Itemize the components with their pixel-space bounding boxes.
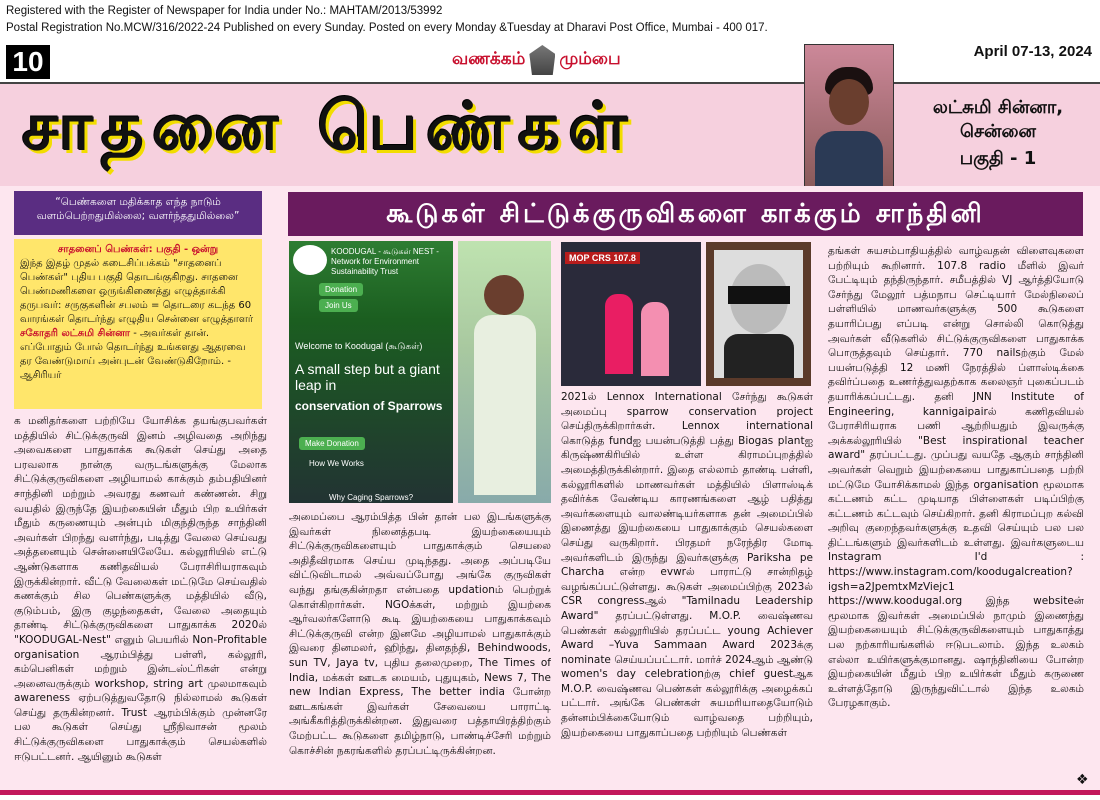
part-label: பகுதி - 1: [959, 148, 1037, 169]
website-screenshot: [289, 241, 453, 503]
portrait-body: [724, 334, 794, 378]
studio-person-2: [641, 302, 669, 376]
column-3-text: 2021ல் Lennox International சேர்ந்து கூடுகள் அமைப்பு sparrow conservation project செய்திருக்கிறார்கள். Lennox international கொடுத்த fundஐ பயன்படுத்தி பத்து Biogas plantஐ கிருஷ்ணகிரியில் உள்ள கிராமப்புறத்தில் அமைத்திருக்கின்றார். இதை எல்லாம் தாண்டி பள்ளி, கல்லூரிகளில் மாணவர்கள் மத்தியில் பிளாஸ்டிக் தவிர்க்க வேண்டிய காரணங்களை ஆழ் பதித்து அவர்களையும் வாலண்டியர்களாக தன் அமைப்பில் இணைத்து இயற்கையை பாதுகாக்கும் செயல்களை செய்து வருகிறார். பிரதமர் நரேந்திர மோடி அவர்களிடம் இருந்து இவர்களுக்கு Pariksha pe Charcha என்ற evwrல் பாராட்டு சான்றிதழ் வழங்கப்பட்டுள்ளது. கூடுகள் அமைப்பிற்கு 2023ல் CSR congressஆல் "Tamilnadu Leadership Award" தரப்பட்டுள்ளது. M.O.P. வைஷ்ணவ பெண்கள் கல்லூரியில் தரப்பட்ட young Achiever Award –Yuva Sammaan Award 2023க்கு nominate செய்யப்பட்டார். மார்ச் 2024ஆம் ஆண்டு women's day celebrationற்கு chief guestஆக M.O.P. வைஷ்ணவ பெண்கள் கல்லூரிக்கு அழைக்கப் பட்டார். அங்கே பெண்கள் சுயமரியாதையோடும் தன்னம்பிக்கையோடும் வாழ்வதை பற்றியும், இயற்கையை பாதுகாப்பதை பற்றியும் பெண்கள்: [561, 391, 813, 739]
website-conservation: conservation of Sparrows: [295, 399, 443, 413]
website-welcome: Welcome to Koodugal (கூடுகள்): [295, 341, 423, 351]
author-photo: [804, 44, 894, 188]
column-2-text: அமைப்பை ஆரம்பித்த பின் தான் பல இடங்களுக்கு இவர்கள் நினைத்தபடி இயற்கையையும் சிட்டுக்குருவிகளையும் பாதுகாக்கும் செயலை அதிதீவிரமாக செய்ய முடிந்தது. அதை அப்படியே விட்டுவிடாமல் அவ்வப்போது அங்கே குருவிகள் வந்து தங்குகின்றதா என்பதை updationம் பெற்றுக் கொள்கிறார்கள். NGOக்கள், மற்றும் இயற்கை ஆர்வலர்களோடு கூடி இயற்கையை பாதுகாக்கவும் சிட்டுக்குருவி என்ற இனமே அழியாமல் பாதுகாக்கும் இவரை தினமலர், ஹிந்து, தினதந்தி, Behindwoods, sun TV, Jaya tv, புதிய தலைமுறை, The Times of India, மக்கள் ஊடக மையம், புதுயுகம், News 7, The new Indian Express, The better india போன்ற ஊடகங்கள் இவர்கள் சேவையை பாராட்டி அங்கீகரித்திருக்கின்றன. இதுவரை பத்தாயிரத்திற்கும் மேற்பட்ட கூடுகளை தமிழ்நாடு, பாண்டிச்சேரி மற்றும் கொச்சின் நகரங்களில் தரப்பட்டிருக்கின்றன.: [289, 511, 551, 757]
masthead: [452, 44, 621, 76]
website-tagline: A small step but a giant leap in: [295, 361, 440, 393]
shanthini-face: [484, 275, 524, 315]
intro-author-name: சகோதரி லட்சுமி சின்னா: [20, 328, 131, 339]
intro-text-b: - அவர்கள் தான். எப்போதும் போல் தொடர்ந்து உங்களது ஆதரவை தர வேண்டுமாய் அன்புடன் வேண்டுகிறோம். - ஆசிரியர்: [20, 328, 246, 381]
koodugal-logo-icon: [293, 245, 327, 275]
column-3: [561, 390, 813, 788]
website-why-link: Why Caging Sparrows?: [329, 493, 414, 502]
website-org-name: KOODUGAL - கூடுகள் NEST - Network for Environment Sustainability Trust: [331, 247, 439, 276]
website-make-donation-button: Make Donation: [299, 437, 365, 450]
website-how-link: How We Works: [309, 459, 364, 468]
studio-person-1: [605, 294, 633, 374]
intro-text-a: இந்த இதழ் முதல் கடைசிப்பக்கம் "சாதனைப் பெண்கள்" புதிய பகுதி தொடங்குகிறது. சாதனை பெண்மணிகளை ஒருங்கிணைத்து எழுத்தாக்கி தருபவர்: சருகுகளின் சபலம் = தொடரை கடந்த 60 வாரங்கள் தொடர்ந்து எழுதிய சென்னை எழுத்தாளர்: [20, 258, 254, 325]
shanthini-photo: [458, 241, 551, 503]
temple-logo-icon: [529, 45, 555, 75]
page-number: 10: [6, 45, 50, 79]
portrait-glasses: [728, 286, 790, 304]
column-4-text: தங்கள் சுயசம்பாதியத்தில் வாழ்வதன் விளைவுகளை பற்றியும் கூறினார். 107.8 radio மீளில் இவர் பேட்டியும் தந்திருந்தார். சமீபத்தில் VJ ஆர்த்தியோடு சேர்ந்து மேலூர் பத்மநாப செட்டியார் மேல்நிலைப் பள்ளியில் மாணவர்களுக்கு 500 கூடுகளை தயாரிப்பது எப்படி என்று சொல்லி கொடுத்து அவர்கள் வீடுகளில் சிட்டுக்குருவிகளை பாதுகாக்க பொருத்தவும் செய்தார். 770 nailsற்கும் மேல் பயன்படுத்தி 12 மணி நேரத்தில் ப்ளாஸ்டிக்கை தவிர்ப்பதை உணர்த்துவதற்காக கலைஞர் புகைப்படம் தயாரிக்கப்பட்டது. தனி JNN Institute of Engineering, kannigaipairல் கணிதவியல் பேராசிரியராக பணி ஆற்றியதும் இவருக்கு அக்கல்லூரியில் "Best inspirational teacher award" தரப்பட்டது. முப்பது வயதே ஆகும் சாந்தினி அவர்கள் வெறும் இயற்கையை பாதுகாப்பதை பற்றி மட்டுமே யோசிக்காமல் இந்த organisation மூலமாக கட்டணம் கட்ட முடியாத பிள்ளைகள் படிப்பிற்கு கட்டணம் கட்டவும் செய்கிறார். தனி கிராமப்புற கல்வி அறிவு குறைந்தவர்களுக்கு உதவி செய்யும் பல பல திட்டங்களும் இவர்களிடம் உள்ளது. இவர்களுடைய Instagram I'd : https://www.instagram.com/koodugalcreation?igsh=a2JpemtxMzViejc1 https://www.koodugal.org இந்த websiteன் மூலமாக இவர்கள் அமைப்பில் நாமும் இணைந்து இயற்கையையும் சிட்டுக்குருவிகளையும் பாதுகாத்து பல நற்காரியங்களில் ஈடுபடலாம். இந்த உலகம் எல்லா உயிர்களுக்குமானது. ஷாந்தினியை போன்ற இயற்கையின் மீதும் பிற உயிர்கள் மீதும் கருணை உள்ளத்தோடு இருந்துவிட்டால் இந்த உலகம் பேரழகாகும்.: [828, 245, 1084, 710]
column-1: [14, 414, 267, 786]
registration-block: [6, 3, 768, 37]
masthead-right: மும்பை: [559, 49, 621, 69]
registration-line-2: Postal Registration No.MCW/316/2022-24 Published on every Sunday. Posted on every Monday &Tuesday at Dharavi Post Office, Mumbai - 400 017.: [6, 22, 768, 34]
end-mark-icon: ❖: [1076, 772, 1089, 788]
series-intro-box: [14, 239, 262, 409]
radio-studio-photo: [561, 242, 701, 386]
website-donation-button: Donation: [319, 283, 363, 296]
quote-box: “பெண்களை மதிக்காத எந்த நாடும் வளம்பெற்றதுமில்லை; வளர்ந்ததுமில்லை”: [14, 191, 262, 235]
bottom-rule: [0, 790, 1100, 795]
nail-art-portrait: [706, 242, 811, 386]
author-face: [829, 79, 869, 125]
author-name: லட்சுமி சின்னா, சென்னை: [932, 97, 1064, 142]
shanthini-saree: [474, 315, 536, 495]
masthead-left: வணக்கம்: [452, 49, 526, 69]
column-2: [289, 510, 551, 790]
banner-title: சாதனை பெண்கள்: [22, 88, 636, 165]
column-1-text: க மனிதர்களை பற்றியே யோசிக்க தயங்குபவர்கள் மத்தியில் சிட்டுக்குருவி இனம் அழிவதை அறிந்து அவைகளை பாதுகாக்க கூடுகள் செய்து அதை பரவலாக நான்கு வருடங்களுக்கு மேலாக சிட்டுக்குருவிகளை அழியாமல் காக்கும் தம்பதியினர் சாந்தினி மற்றும் அவரது கணவர் கண்ணன். சிறு வயதில் இருந்தே இயற்கையின் மீதும் பிற உயிர்கள் மீதும் கருணையும் அன்பும் மிகுந்திருந்த சாந்தினி அவர்கள் பிறந்து வளர்ந்து, படித்து வேலை செய்வது அத்தனையும் சென்னையிலேயே. கல்லூரியில் எட்டு ஆண்டுகளாக கணிதவியல் பேராசிரியராகவும் இருக்கின்றார். வீட்டு வேலைகள் மட்டுமே செய்வதில் கணக்கும் சில பெண்களுக்கு மத்தியில் வீடு, குடும்பம், இரு குழந்தைகள், வேலை அதையும் தாண்டி சிட்டுக்குருவிகளை பாதுகாக்க 2020ல் "KOODUGAL-Nest" எனும் பெயரில் Non-Profitable organisation ஆரம்பித்து பள்ளி, கல்லூரி, கம்பெனிகள் மற்றும் இன்டஸ்ட்ரிகள் என்று அனைவருக்கும் workshop, string art முலமாகவும் awareness ஏற்படுத்துவதோடு நில்லாமல் கூடுகள் செய்து தருகின்றனர். Trust ஆரம்பிக்கும் முன்னரே பல கூடுகள் செய்து ஸ்ரீநிவாசன் மூலம் சிட்டுக்குருவிகளை பாதுகாக்கும் செயல்களில் ஈடுபட்டனர். ஆயினும் கூடுகள்: [14, 415, 267, 763]
issue-date: April 07-13, 2024: [973, 43, 1092, 60]
registration-line-1: Registered with the Register of Newspaper for India under No.: MAHTAM/2013/53992: [6, 5, 443, 17]
website-join-button: Join Us: [319, 299, 358, 312]
column-4: [828, 244, 1084, 788]
studio-label: MOP CRS 107.8: [565, 252, 640, 264]
series-heading: சாதனைப் பெண்கள்: பகுதி - ஒன்று: [57, 244, 219, 255]
series-intro-text: [20, 257, 256, 383]
article-headline: கூடுகள் சிட்டுக்குருவிகளை காக்கும் சாந்தினி: [288, 192, 1083, 236]
author-body: [815, 131, 883, 187]
